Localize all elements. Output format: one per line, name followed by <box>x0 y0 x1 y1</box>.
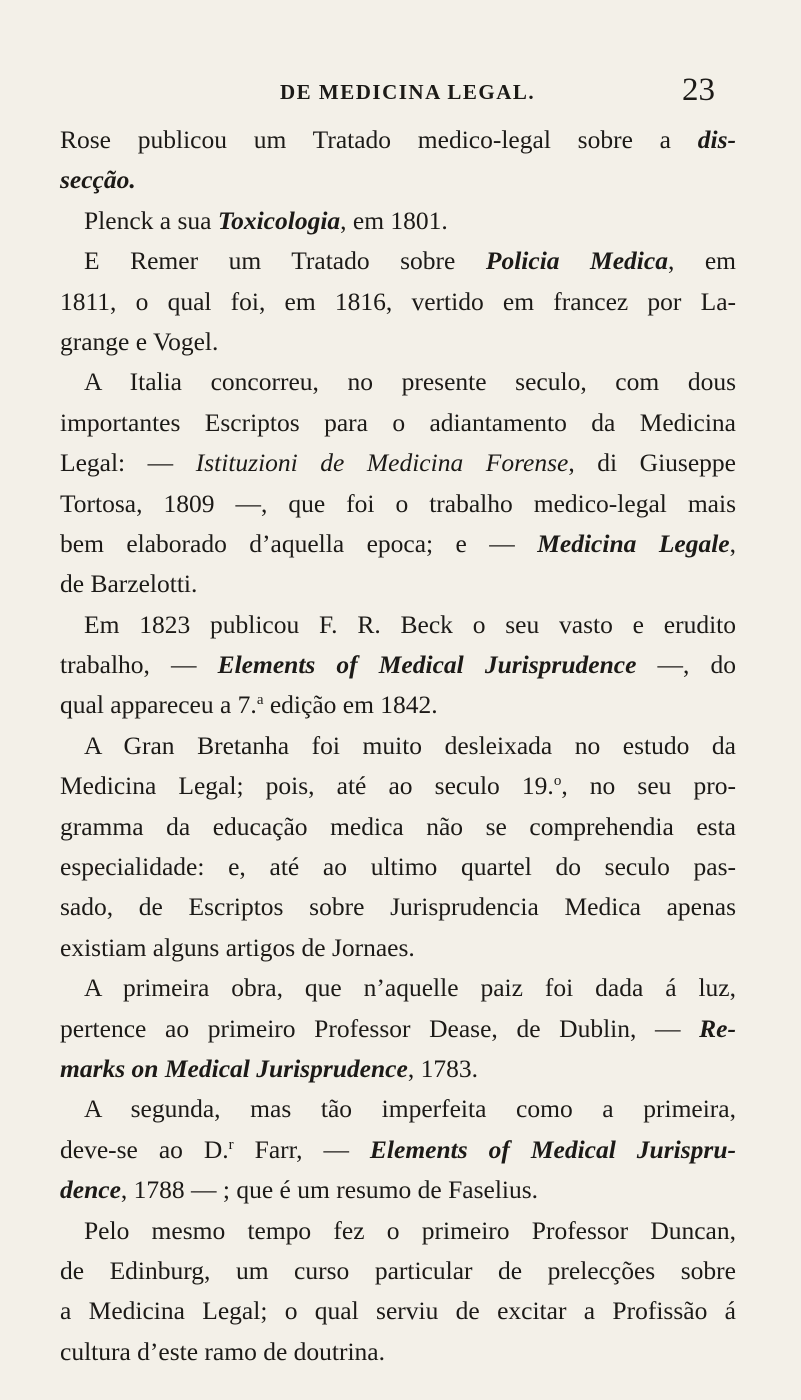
italic-title: Istituzioni de Medicina Forense <box>195 448 569 478</box>
text-segment: , em <box>667 246 736 276</box>
text-segment: bem elaborado d’aquella epoca; e — <box>60 528 538 558</box>
text-segment: —, do <box>636 650 736 680</box>
text-segment: Rose publicou um Tratado medico-legal sobre a <box>60 125 698 154</box>
text-line <box>60 1211 736 1251</box>
text-segment: trabalho, — <box>60 650 218 680</box>
text-segment: de Barzelotti. <box>60 569 198 599</box>
text-line <box>60 160 736 200</box>
text-segment: Medicina Legal; pois, até ao seculo 19. <box>60 771 554 801</box>
body-text <box>60 120 736 1372</box>
text-line <box>60 968 736 1008</box>
text-segment: , <box>729 528 736 558</box>
text-segment: Pelo mesmo tempo fez o primeiro Professor Duncan, <box>84 1215 736 1245</box>
text-line <box>60 807 736 847</box>
text-segment: A Gran Bretanha foi muito desleixada no estudo da <box>84 730 736 760</box>
italic-title: Re- <box>699 1013 736 1043</box>
text-segment: cultura d’este ramo de doutrina. <box>60 1336 386 1366</box>
text-line <box>60 847 736 887</box>
text-segment: de Edinburg, um curso particular de prelecções sobre <box>60 1255 736 1285</box>
text-line <box>60 241 736 281</box>
text-line <box>60 1130 736 1170</box>
text-line <box>60 282 736 322</box>
text-line <box>60 1009 736 1049</box>
text-line <box>60 766 736 806</box>
text-segment: , 1788 — ; que é um resumo de Faselius. <box>120 1175 539 1205</box>
italic-title: Elements of Medical Jurisprudence <box>217 650 637 680</box>
text-line <box>60 645 736 685</box>
italic-title: secção. <box>60 165 136 195</box>
superscript: o <box>553 773 562 790</box>
running-head <box>0 72 801 112</box>
text-segment: A Italia concorreu, no presente seculo, com dous <box>84 367 736 397</box>
text-segment: a Medicina Legal; o qual serviu de excitar a Profissão á <box>60 1296 736 1326</box>
text-line <box>60 362 736 402</box>
text-line <box>60 524 736 564</box>
text-segment: existiam alguns artigos de Jornaes. <box>60 932 415 962</box>
text-segment: qual appareceu a 7. <box>60 690 257 720</box>
superscript: a <box>256 692 264 709</box>
text-line <box>60 1089 736 1129</box>
text-segment: Tortosa, 1809 —, que foi o trabalho medico-legal mais <box>60 488 736 518</box>
text-segment: importantes Escriptos para o adiantamento da Medicina <box>60 407 736 437</box>
text-line <box>60 1332 736 1372</box>
text-line <box>60 887 736 927</box>
text-segment: Em 1823 publicou F. R. Beck o seu vasto e erudito <box>84 609 736 639</box>
text-segment: , no seu pro- <box>561 771 737 801</box>
text-segment: , em 1801. <box>340 205 448 235</box>
text-line <box>60 1049 736 1089</box>
italic-title: marks on Medical Jurisprudence <box>60 1053 408 1083</box>
text-line <box>60 443 736 483</box>
text-segment: A primeira obra, que n’aquelle paiz foi dada á luz, <box>84 973 736 1003</box>
text-segment: E Remer um Tratado sobre <box>84 246 486 276</box>
superscript: r <box>228 1136 234 1153</box>
text-segment: gramma da educação medica não se comprehendia esta <box>60 811 736 841</box>
text-line <box>60 685 736 725</box>
italic-title: dis- <box>697 125 736 154</box>
text-line <box>60 120 736 160</box>
text-line <box>60 484 736 524</box>
text-segment: Farr, — <box>233 1134 370 1164</box>
text-segment: edição em 1842. <box>263 690 438 720</box>
text-segment: Legal: — <box>60 448 196 478</box>
italic-title: Medicina Legale <box>537 528 730 558</box>
text-line <box>60 201 736 241</box>
text-segment: especialidade: e, até ao ultimo quartel do seculo pas- <box>60 852 736 882</box>
text-segment: pertence ao primeiro Professor Dease, de Dublin, — <box>60 1013 700 1043</box>
text-segment: 1811, o qual foi, em 1816, vertido em francez por La- <box>60 286 736 316</box>
text-line <box>60 403 736 443</box>
text-segment: deve-se ao D. <box>60 1134 229 1164</box>
text-segment: grange e Vogel. <box>60 326 219 356</box>
text-line <box>60 726 736 766</box>
text-segment: A segunda, mas tão imperfeita como a primeira, <box>84 1094 736 1124</box>
italic-title: Elements of Medical Jurispru- <box>369 1134 737 1164</box>
text-segment: , di Giuseppe <box>568 448 736 478</box>
page-number: 23 <box>682 72 715 108</box>
running-title: DE MEDICINA LEGAL. <box>280 80 536 104</box>
text-segment: , 1783. <box>407 1053 478 1083</box>
italic-title: Policia Medica <box>485 246 668 276</box>
text-segment: sado, de Escriptos sobre Jurisprudencia Medica apenas <box>60 892 736 922</box>
text-line <box>60 928 736 968</box>
text-line <box>60 1251 736 1291</box>
italic-title: Toxicologia <box>217 205 341 235</box>
text-line <box>60 1291 736 1331</box>
italic-title: dence <box>60 1175 121 1205</box>
text-line <box>60 564 736 604</box>
text-segment: Plenck a sua <box>84 205 218 235</box>
text-line <box>60 605 736 645</box>
text-line <box>60 1170 736 1210</box>
text-line <box>60 322 736 362</box>
